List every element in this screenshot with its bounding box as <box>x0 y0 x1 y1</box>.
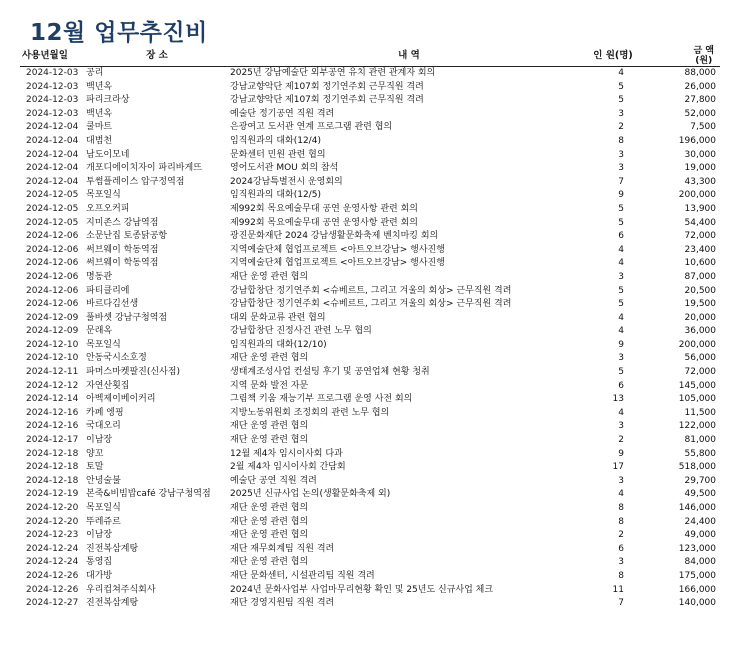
cell-people: 5 <box>618 81 624 92</box>
cell-description: 지방노동위원회 조정회의 관련 노무 협의 <box>230 407 390 418</box>
cell-people: 3 <box>618 421 624 432</box>
cell-amount: 200,000 <box>678 190 716 201</box>
cell-description: 재단 운영 관련 협의 <box>230 530 309 541</box>
cell-date: 2024-12-03 <box>26 68 79 78</box>
cell-amount: 43,300 <box>684 176 716 187</box>
cell-people: 3 <box>618 108 624 119</box>
cell-people: 6 <box>618 380 624 391</box>
cell-people: 3 <box>618 557 624 568</box>
cell-date: 2024-12-14 <box>26 394 79 405</box>
table-row <box>20 271 720 285</box>
cell-place: 자연산횟집 <box>86 380 130 391</box>
header-people: 인 원(명) <box>588 46 638 67</box>
cell-description: 강남합창단 정기연주회 <슈베르트, 그리고 겨울의 회상> 근무직원 격려 <box>230 285 512 296</box>
cell-amount: 36,000 <box>684 326 716 337</box>
cell-place: 쿨마트 <box>86 122 113 133</box>
cell-place: 목포일식 <box>86 339 121 350</box>
cell-people: 13 <box>612 394 624 405</box>
cell-people: 9 <box>618 448 624 459</box>
table-row <box>20 217 720 231</box>
cell-description: 대외 문화교류 관련 협의 <box>230 312 326 323</box>
cell-people: 5 <box>618 299 624 310</box>
cell-place: 투썸플레이스 압구정역점 <box>86 176 185 187</box>
cell-place: 바르다김선생 <box>86 299 139 310</box>
page-title: 12월 업무추진비 <box>30 20 208 46</box>
cell-place: 카페 엥핑 <box>86 407 124 418</box>
cell-people: 2 <box>618 122 624 133</box>
cell-date: 2024-12-03 <box>26 81 79 92</box>
cell-place: 써브웨이 학동역점 <box>86 258 159 269</box>
cell-place: 지미존스 강남역점 <box>86 217 159 228</box>
cell-people: 5 <box>618 203 624 214</box>
cell-description: 예술단 정기공연 직원 격려 <box>230 108 335 119</box>
cell-date: 2024-12-09 <box>26 312 79 323</box>
cell-amount: 49,500 <box>684 489 716 500</box>
cell-description: 지역 문화 발전 자문 <box>230 380 309 391</box>
cell-place: 뚜레쥬르 <box>86 516 121 527</box>
cell-place: 오프오커피 <box>86 203 130 214</box>
cell-description: 재단 운영 관련 협의 <box>230 353 309 364</box>
cell-place: 파리크라상 <box>86 95 130 106</box>
cell-place: 백년옥 <box>86 108 113 119</box>
cell-description: 2025년 강남예술단 외부공연 유치 관련 관계자 회의 <box>230 68 436 78</box>
table-row <box>20 407 720 421</box>
cell-amount: 146,000 <box>678 503 716 513</box>
cell-people: 3 <box>618 475 624 486</box>
table-row <box>20 556 720 570</box>
cell-description: 12월 제4차 임시이사회 다과 <box>230 448 343 459</box>
cell-people: 2 <box>618 530 624 541</box>
cell-description: 임직원과의 대화(12/4) <box>230 135 321 146</box>
cell-description: 강남교향악단 제107회 정기연주회 근무직원 격려 <box>230 95 424 106</box>
cell-amount: 72,000 <box>684 367 716 378</box>
cell-description: 강남합창단 정기연주회 <슈베르트, 그리고 겨울의 회상> 근무직원 격려 <box>230 299 512 310</box>
table-row <box>20 597 720 611</box>
cell-place: 풀바셋 강남구청역점 <box>86 312 168 323</box>
table-row <box>20 448 720 462</box>
cell-place: 통영집 <box>86 557 113 568</box>
cell-amount: 49,000 <box>684 530 716 541</box>
header-description: 내 역 <box>230 46 588 67</box>
cell-date: 2024-12-26 <box>26 570 79 581</box>
cell-date: 2024-12-06 <box>26 244 79 255</box>
cell-description: 재단 운영 관련 협의 <box>230 271 309 282</box>
cell-place: 진전복삼계탕 <box>86 543 139 554</box>
cell-date: 2024-12-16 <box>26 407 79 418</box>
cell-people: 4 <box>618 326 624 337</box>
cell-people: 4 <box>618 244 624 255</box>
cell-date: 2024-12-05 <box>26 203 79 214</box>
cell-date: 2024-12-04 <box>26 163 79 174</box>
table-row <box>20 135 720 149</box>
cell-place: 우리컵쳐주식회사 <box>86 584 156 595</box>
cell-description: 2024년 문화사업부 사업마무리현황 확인 및 25년도 신규사업 체크 <box>230 584 494 595</box>
cell-amount: 145,000 <box>678 380 716 391</box>
cell-date: 2024-12-26 <box>26 584 79 595</box>
cell-amount: 196,000 <box>678 135 716 146</box>
table-header-row <box>20 46 720 67</box>
table-row <box>20 502 720 516</box>
cell-date: 2024-12-06 <box>26 258 79 269</box>
cell-amount: 123,000 <box>678 543 716 554</box>
cell-amount: 140,000 <box>678 598 716 609</box>
table-row <box>20 380 720 394</box>
cell-description: 강남합창단 진정사건 관련 노무 협의 <box>230 326 372 337</box>
cell-amount: 10,600 <box>684 258 716 269</box>
table-row <box>20 434 720 448</box>
cell-description: 재단 운영 관련 협의 <box>230 503 309 513</box>
cell-date: 2024-12-23 <box>26 530 79 541</box>
cell-people: 6 <box>618 543 624 554</box>
cell-amount: 20,000 <box>684 312 716 323</box>
table-row <box>20 461 720 475</box>
table-row <box>20 393 720 407</box>
cell-people: 11 <box>612 584 624 595</box>
cell-people: 5 <box>618 217 624 228</box>
cell-people: 9 <box>618 190 624 201</box>
table-row <box>20 516 720 530</box>
cell-amount: 52,000 <box>684 108 716 119</box>
cell-date: 2024-12-03 <box>26 108 79 119</box>
cell-amount: 54,400 <box>684 217 716 228</box>
table-row <box>20 298 720 312</box>
cell-date: 2024-12-11 <box>26 367 79 378</box>
cell-people: 4 <box>618 68 624 78</box>
header-amount-label: 금 액 (원) <box>693 46 714 66</box>
table-row <box>20 149 720 163</box>
cell-people: 7 <box>618 598 624 609</box>
cell-people: 4 <box>618 258 624 269</box>
table-row <box>20 584 720 598</box>
table-row <box>20 230 720 244</box>
cell-place: 안녕술불 <box>86 475 121 486</box>
table-row <box>20 339 720 353</box>
cell-date: 2024-12-04 <box>26 135 79 146</box>
table-body <box>20 67 720 611</box>
cell-amount: 19,000 <box>684 163 716 174</box>
cell-description: 재단 운영 관련 협의 <box>230 435 309 446</box>
cell-description: 문화센터 민원 관련 협의 <box>230 149 326 160</box>
cell-place: 대가방 <box>86 570 113 581</box>
table-row <box>20 162 720 176</box>
cell-date: 2024-12-24 <box>26 543 79 554</box>
cell-people: 5 <box>618 285 624 296</box>
cell-date: 2024-12-06 <box>26 299 79 310</box>
cell-place: 공리 <box>86 68 104 78</box>
cell-description: 제992회 목요예술무대 공연 운영사항 관련 회의 <box>230 203 418 214</box>
cell-date: 2024-12-18 <box>26 462 79 473</box>
table-row <box>20 108 720 122</box>
table-row <box>20 352 720 366</box>
table-row <box>20 285 720 299</box>
expense-table <box>20 46 720 611</box>
cell-place: 써브웨이 학동역점 <box>86 244 159 255</box>
cell-place: 남도이모네 <box>86 149 130 160</box>
cell-description: 제992회 목요예술무대 공연 운영사항 관련 회의 <box>230 217 418 228</box>
cell-place: 개포디에이치자이 파리바게뜨 <box>86 163 202 174</box>
cell-place: 명동관 <box>86 271 113 282</box>
table-row <box>20 244 720 258</box>
table-row <box>20 475 720 489</box>
cell-date: 2024-12-24 <box>26 557 79 568</box>
cell-amount: 55,800 <box>684 448 716 459</box>
cell-place: 이남장 <box>86 530 113 541</box>
header-amount <box>638 46 720 67</box>
cell-date: 2024-12-03 <box>26 95 79 106</box>
cell-description: 재단 운영 관련 협의 <box>230 421 309 432</box>
cell-place: 본죽&비빔밥café 강남구청역점 <box>86 489 211 500</box>
cell-place: 양꼬 <box>86 448 104 459</box>
cell-amount: 29,700 <box>684 475 716 486</box>
cell-people: 6 <box>618 231 624 242</box>
cell-people: 8 <box>618 570 624 581</box>
cell-people: 3 <box>618 271 624 282</box>
cell-date: 2024-12-16 <box>26 421 79 432</box>
cell-description: 임직원과의 대화(12/10) <box>230 339 327 350</box>
cell-amount: 13,900 <box>684 203 716 214</box>
cell-amount: 200,000 <box>678 339 716 350</box>
cell-description: 재단 재무회계팀 직원 격려 <box>230 543 335 554</box>
cell-date: 2024-12-20 <box>26 516 79 527</box>
cell-people: 8 <box>618 503 624 513</box>
cell-description: 예술단 공연 직원 격려 <box>230 475 317 486</box>
cell-place: 토말 <box>86 462 104 473</box>
cell-date: 2024-12-17 <box>26 435 79 446</box>
cell-date: 2024-12-10 <box>26 353 79 364</box>
cell-people: 8 <box>618 516 624 527</box>
cell-date: 2024-12-06 <box>26 285 79 296</box>
cell-description: 영어도서관 MOU 회의 참석 <box>230 163 339 174</box>
cell-place: 아벡제이베이커리 <box>86 394 156 405</box>
cell-date: 2024-12-10 <box>26 339 79 350</box>
table-row <box>20 529 720 543</box>
cell-description: 2024강남특별전시 운영회의 <box>230 176 343 187</box>
cell-people: 9 <box>618 339 624 350</box>
cell-place: 목포일식 <box>86 503 121 513</box>
cell-place: 대범천 <box>86 135 113 146</box>
cell-description: 은광여고 도서관 연계 프로그램 관련 협의 <box>230 122 393 133</box>
table-row <box>20 257 720 271</box>
cell-people: 3 <box>618 163 624 174</box>
cell-date: 2024-12-09 <box>26 326 79 337</box>
cell-place: 목포일식 <box>86 190 121 201</box>
cell-date: 2024-12-05 <box>26 217 79 228</box>
cell-description: 재단 운영 관련 협의 <box>230 516 309 527</box>
cell-people: 5 <box>618 95 624 106</box>
cell-people: 17 <box>612 462 624 473</box>
header-date: 사용년월일 <box>20 46 84 67</box>
cell-amount: 87,000 <box>684 271 716 282</box>
cell-date: 2024-12-04 <box>26 122 79 133</box>
cell-amount: 166,000 <box>678 584 716 595</box>
cell-amount: 72,000 <box>684 231 716 242</box>
table-row <box>20 121 720 135</box>
table-row <box>20 67 720 81</box>
cell-amount: 175,000 <box>678 570 716 581</box>
cell-people: 4 <box>618 407 624 418</box>
cell-description: 2025년 신규사업 논의(생활문화축제 외) <box>230 489 391 500</box>
cell-amount: 84,000 <box>684 557 716 568</box>
table-row <box>20 81 720 95</box>
cell-description: 재단 경영지원팀 직원 격려 <box>230 598 335 609</box>
cell-date: 2024-12-18 <box>26 475 79 486</box>
cell-place: 문래옥 <box>86 326 113 337</box>
table-row <box>20 366 720 380</box>
table-row <box>20 325 720 339</box>
cell-amount: 56,000 <box>684 353 716 364</box>
cell-date: 2024-12-04 <box>26 176 79 187</box>
cell-amount: 27,800 <box>684 95 716 106</box>
cell-amount: 518,000 <box>678 462 716 473</box>
cell-amount: 122,000 <box>678 421 716 432</box>
cell-description: 강남교향악단 제107회 정기연주회 근무직원 격려 <box>230 81 424 92</box>
cell-place: 소문난집 토종닭공항 <box>86 231 168 242</box>
cell-date: 2024-12-18 <box>26 448 79 459</box>
cell-amount: 20,500 <box>684 285 716 296</box>
cell-amount: 105,000 <box>678 394 716 405</box>
cell-amount: 11,500 <box>684 407 716 418</box>
cell-amount: 19,500 <box>684 299 716 310</box>
cell-description: 임직원과의 대화(12/5) <box>230 190 321 201</box>
cell-people: 4 <box>618 489 624 500</box>
cell-place: 국대오리 <box>86 421 121 432</box>
cell-date: 2024-12-20 <box>26 503 79 513</box>
cell-place: 파머스마켓팔진(신사점) <box>86 367 180 378</box>
header-place: 장 소 <box>84 46 230 67</box>
cell-date: 2024-12-19 <box>26 489 79 500</box>
cell-people: 4 <box>618 312 624 323</box>
table-row <box>20 203 720 217</box>
cell-description: 그림책 키움 재능기부 프로그램 운영 사전 회의 <box>230 394 413 405</box>
cell-date: 2024-12-27 <box>26 598 79 609</box>
cell-place: 진전복삼계탕 <box>86 598 139 609</box>
cell-people: 5 <box>618 367 624 378</box>
cell-description: 재단 운영 관련 협의 <box>230 557 309 568</box>
cell-amount: 24,400 <box>684 516 716 527</box>
cell-amount: 30,000 <box>684 149 716 160</box>
cell-description: 2월 제4차 임시이사회 간담회 <box>230 462 346 473</box>
cell-date: 2024-12-04 <box>26 149 79 160</box>
cell-place: 이남장 <box>86 435 113 446</box>
table-row <box>20 570 720 584</box>
cell-place: 파티클리에 <box>86 285 130 296</box>
cell-description: 지역예술단체 협업프로젝트 <아트오브강남> 행사진행 <box>230 258 445 269</box>
cell-date: 2024-12-06 <box>26 271 79 282</box>
table-row <box>20 189 720 203</box>
cell-date: 2024-12-06 <box>26 231 79 242</box>
cell-amount: 23,400 <box>684 244 716 255</box>
cell-people: 3 <box>618 149 624 160</box>
cell-description: 생태계조성사업 컨설팅 후기 및 공연업체 현황 청취 <box>230 367 430 378</box>
cell-date: 2024-12-12 <box>26 380 79 391</box>
table-row <box>20 543 720 557</box>
table-row <box>20 420 720 434</box>
cell-amount: 26,000 <box>684 81 716 92</box>
cell-date: 2024-12-05 <box>26 190 79 201</box>
cell-people: 7 <box>618 176 624 187</box>
cell-place: 안동국시소호정 <box>86 353 147 364</box>
cell-amount: 7,500 <box>690 122 716 133</box>
table-row <box>20 176 720 190</box>
cell-amount: 81,000 <box>684 435 716 446</box>
cell-people: 8 <box>618 135 624 146</box>
cell-people: 3 <box>618 353 624 364</box>
cell-amount: 88,000 <box>684 68 716 78</box>
table-row <box>20 94 720 108</box>
cell-place: 백년옥 <box>86 81 113 92</box>
cell-description: 지역예술단체 협업프로젝트 <아트오브강남> 행사진행 <box>230 244 445 255</box>
cell-description: 광진문화재단 2024 강남생활문화축제 벤치마킹 회의 <box>230 231 439 242</box>
table-row <box>20 312 720 326</box>
cell-people: 2 <box>618 435 624 446</box>
cell-description: 재단 문화센터, 시설관리팀 직원 격려 <box>230 570 375 581</box>
table-row <box>20 488 720 502</box>
